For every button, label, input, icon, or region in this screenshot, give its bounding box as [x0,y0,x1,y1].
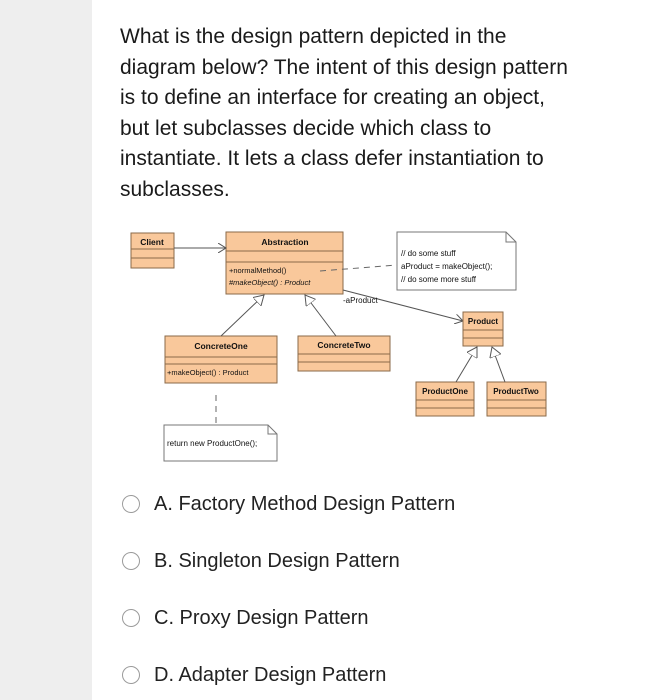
radio-d[interactable] [122,666,140,684]
radio-a[interactable] [122,495,140,513]
note-top-line3: // do some more stuff [401,275,476,284]
abstraction-label: Abstraction [261,237,309,247]
option-b-label: B. Singleton Design Pattern [154,549,400,572]
product-one-inherits [456,347,477,382]
option-d-label: D. Adapter Design Pattern [154,663,387,686]
question-text: What is the design pattern depicted in the diagram below? The intent of this design pattern is to define an interface for creating an object, but let subclasses decide which class to instantiate. It lets a class defer instantiation to subclasses. [120,25,568,201]
client-class [131,233,174,268]
option-c-label: C. Proxy Design Pattern [154,606,369,629]
product-two-class [487,382,546,416]
note-bottom [164,425,277,461]
concrete-one-label: ConcreteOne [194,341,248,351]
note-top-line2: aProduct = makeObject(); [401,262,493,271]
concrete-one-class [165,336,277,383]
concrete-one-inherits [221,295,264,336]
option-a-label: A. Factory Method Design Pattern [154,492,456,515]
product-label: Product [467,317,499,326]
concrete-two-inherits [305,295,336,336]
product-one-label: ProductOne [422,387,468,396]
abstraction-class [226,232,343,294]
product-two-inherits [492,347,505,382]
abstraction-method-normal: +normalMethod() [229,266,287,275]
option-d[interactable] [122,661,386,689]
radio-b[interactable] [122,552,140,570]
concrete-two-label: ConcreteTwo [317,340,371,350]
option-c[interactable] [122,604,369,632]
left-border [0,0,92,700]
option-a[interactable] [122,490,455,518]
concrete-one-method: +makeObject() : Product [167,368,249,377]
note-top [397,232,516,290]
option-b[interactable] [122,547,400,575]
uml-diagram [118,220,558,470]
product-class [463,312,503,346]
aproduct-association [343,290,463,321]
note-bottom-text: return new ProductOne(); [167,439,258,448]
radio-c[interactable] [122,609,140,627]
client-label: Client [140,237,164,247]
concrete-two-class [298,336,390,371]
abstraction-method-make: #makeObject() : Product [229,278,311,287]
product-one-class [416,382,474,416]
product-two-label: ProductTwo [493,387,539,396]
note-top-line1: // do some stuff [401,249,456,258]
aproduct-label: -aProduct [343,296,378,305]
